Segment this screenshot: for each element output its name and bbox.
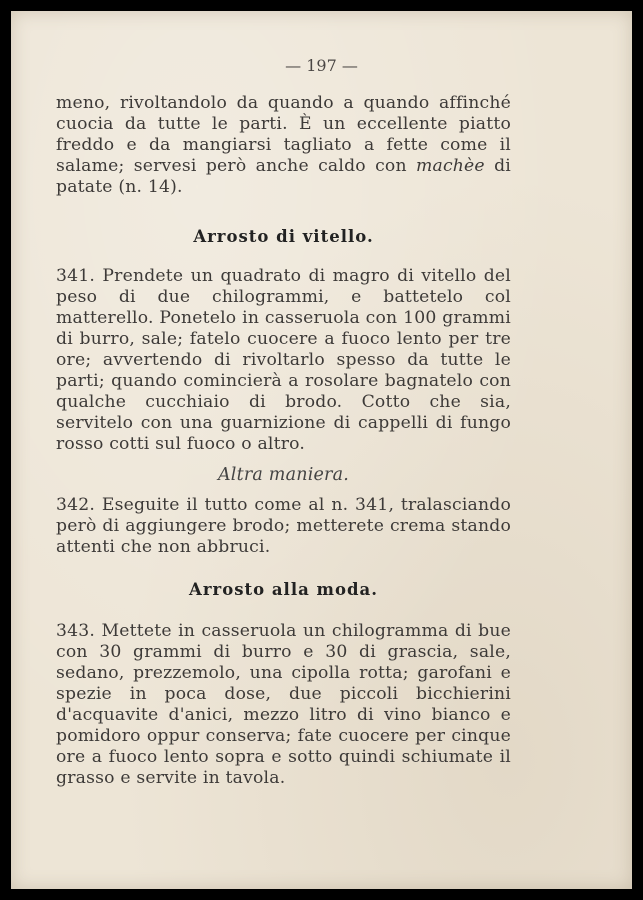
intro-paragraph — [56, 93, 511, 198]
recipe-341-text: 341. Prendete un quadrato di magro di vitello del peso di due chilogrammi, e battetelo col matterello. Ponetelo in casseruola con 100 grammi di burro, sale; fatelo cuocere a fuoco lento per tre ore; avvertendo di rivoltarlo spesso da tutte le parti; quando comincierà a rosolare bagnatelo con qualche cucchiaio di brodo. Cotto che sia, servitelo con una guarnizione di cappelli di fungo rosso cotti sul fuoco o altro. — [56, 266, 511, 454]
heading-arrosto-alla-moda: Arrosto alla moda. — [189, 580, 378, 599]
intro-text — [56, 93, 511, 198]
recipe-341 — [56, 266, 511, 455]
section-heading — [56, 580, 511, 599]
variant-heading — [56, 465, 511, 485]
intro-italic-word: machèe — [416, 156, 485, 176]
book-page — [11, 11, 632, 889]
intro-text-after: di patate (n. 14). — [56, 156, 511, 197]
heading-altra-maniera: Altra maniera. — [217, 465, 350, 485]
recipe-342 — [56, 495, 511, 558]
intro-text-before: meno, rivoltandolo da quando a quando affinché cuocia da tutte le parti. È un eccellente piatto freddo e da mangiarsi tagliato a fette come il salame; servesi però anche caldo con — [56, 93, 511, 176]
section-heading — [56, 227, 511, 246]
recipe-343-text: 343. Mettete in casseruola un chilogramma di bue con 30 grammi di burro e 30 di grascia, sale, sedano, prezzemolo, una cipolla rotta; garofani e spezie in poca dose, due piccoli bicchierini d'acquavite d'anici, mezzo litro di vino bianco e pomidoro oppur conserva; fate cuocere per cinque ore a fuoco lento sopra e sotto quindi schiumate il grasso e servite in tavola. — [56, 621, 511, 788]
heading-arrosto-di-vitello: Arrosto di vitello. — [193, 227, 374, 246]
recipe-342-text: 342. Eseguite il tutto come al n. 341, tralasciando però di aggiungere brodo; metterete crema stando attenti che non abbruci. — [56, 495, 511, 557]
recipe-343 — [56, 621, 511, 789]
page-number: — 197 — — [285, 56, 358, 75]
